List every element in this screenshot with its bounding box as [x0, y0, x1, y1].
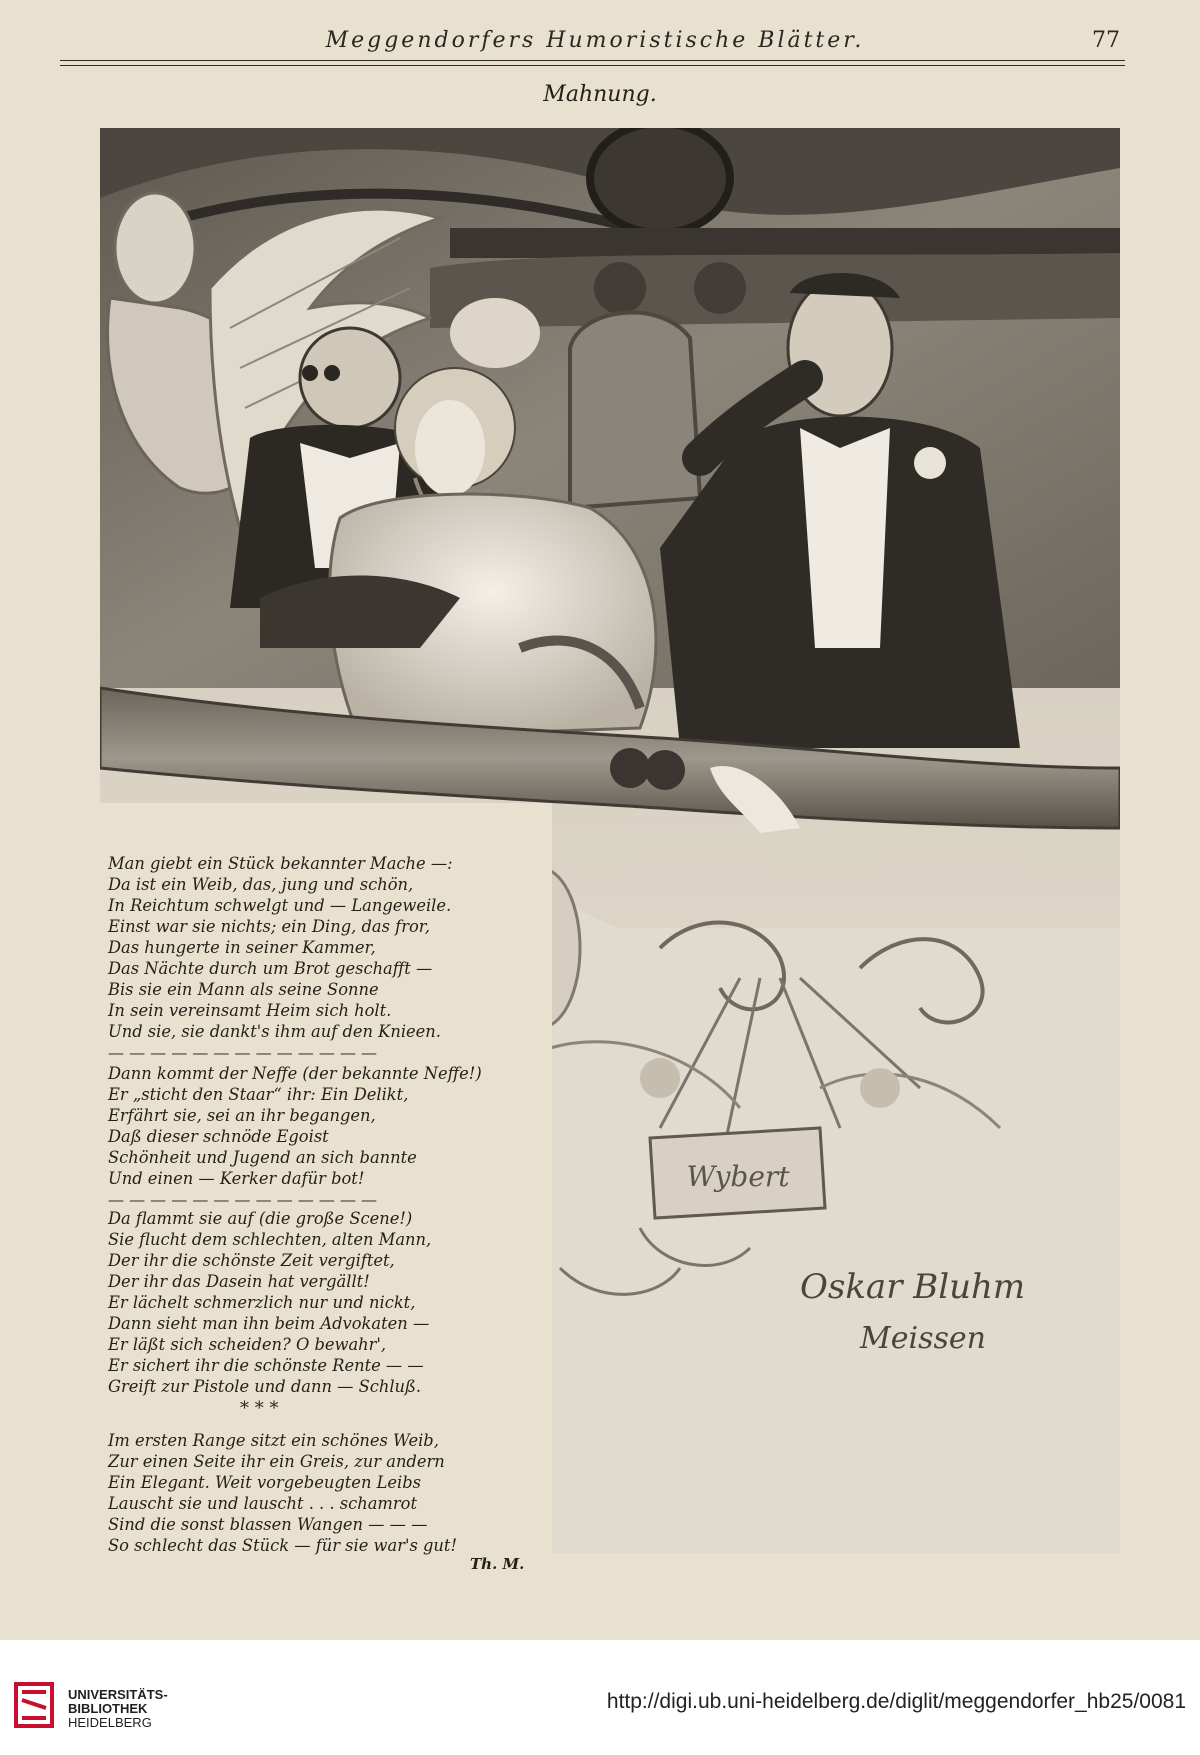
- verse-line: Dann sieht man ihn beim Advokaten —: [108, 1314, 430, 1333]
- poem-author: Th. M.: [470, 1555, 525, 1573]
- running-head: [60, 26, 1130, 60]
- verse-line: Da flammt sie auf (die große Scene!): [108, 1209, 413, 1228]
- verse-line: Und einen — Kerker dafür bot!: [108, 1169, 365, 1188]
- poem-text-panel: [100, 803, 552, 1573]
- verse-line: In Reichtum schwelgt und — Langeweile.: [108, 896, 452, 915]
- library-name-line: UNIVERSITÄTS-: [68, 1687, 168, 1702]
- verse-line: Schönheit und Jugend an sich bannte: [108, 1148, 417, 1167]
- poem-title: Mahnung.: [543, 82, 657, 107]
- verse-line: Er „sticht den Staar“ ihr: Ein Delikt,: [108, 1085, 409, 1104]
- verse-line: Ein Elegant. Weit vorgebeugten Leibs: [108, 1473, 422, 1492]
- verse-line: Da ist ein Weib, das, jung und schön,: [108, 875, 414, 894]
- page-number: 77: [1092, 28, 1120, 53]
- verse-line: Man giebt ein Stück bekannter Mache —:: [108, 854, 453, 873]
- artist-place: Meissen: [860, 1321, 986, 1356]
- stanza-2: [108, 1063, 548, 1210]
- stanza-1: [108, 853, 548, 1063]
- verse-line: Er sichert ihr die schönste Rente — —: [108, 1356, 424, 1375]
- header-rule-bottom: [60, 65, 1125, 66]
- library-name-line: HEIDELBERG: [68, 1715, 152, 1730]
- verse-line: Er lächelt schmerzlich nur und nickt,: [108, 1293, 416, 1312]
- verse-line: Einst war sie nichts; ein Ding, das fror,: [108, 917, 430, 936]
- stanza-separator: — — — — — — — — — — — — —: [108, 1190, 378, 1209]
- library-name-line: BIBLIOTHEK: [68, 1701, 148, 1716]
- verse-line: So schlecht das Stück — für sie war's gut!: [108, 1536, 457, 1555]
- verse-line: Im ersten Range sitzt ein schönes Weib,: [108, 1431, 439, 1450]
- section-asterisks: * * *: [240, 1398, 279, 1419]
- verse-line: Das hungerte in seiner Kammer,: [108, 938, 376, 957]
- verse-line: Erfährt sie, sei an ihr begangen,: [108, 1106, 376, 1125]
- verse-line: Sie flucht dem schlechten, alten Mann,: [108, 1230, 432, 1249]
- library-name: [68, 1688, 168, 1730]
- verse-line: Lauscht sie und lauscht . . . schamrot: [108, 1494, 417, 1513]
- verse-line: Greift zur Pistole und dann — Schluß.: [108, 1377, 422, 1396]
- header-rule-top: [60, 60, 1125, 61]
- stanza-separator: — — — — — — — — — — — — —: [108, 1043, 378, 1062]
- verse-line: In sein vereinsamt Heim sich holt.: [108, 1001, 392, 1020]
- verse-line: Sind die sonst blassen Wangen — — —: [108, 1515, 428, 1534]
- running-title: Meggendorfers Humoristische Blätter.: [325, 28, 865, 53]
- verse-line: Er läßt sich scheiden? O bewahr',: [108, 1335, 387, 1354]
- verse-line: Der ihr die schönste Zeit vergiftet,: [108, 1251, 395, 1270]
- verse-line: Dann kommt der Neffe (der bekannte Neffe!): [108, 1064, 482, 1083]
- verse-line: Daß dieser schnöde Egoist: [108, 1127, 329, 1146]
- artist-signature: Oskar Bluhm: [800, 1267, 1026, 1307]
- verse-line: Zur einen Seite ihr ein Greis, zur andern: [108, 1452, 445, 1471]
- verse-line: Bis sie ein Mann als seine Sonne: [108, 980, 379, 999]
- verse-line: Und sie, sie dankt's ihm auf den Knieen.: [108, 1022, 441, 1041]
- repository-footer: [0, 1640, 1200, 1755]
- plaque-label: Wybert: [686, 1160, 790, 1193]
- verse-line: Das Nächte durch um Brot geschafft —: [108, 959, 433, 978]
- source-url-link[interactable]: http://digi.ub.uni-heidelberg.de/diglit/meggendorfer_hb25/0081: [606, 1690, 1186, 1713]
- stanza-3: [108, 1208, 548, 1397]
- verse-line: Der ihr das Dasein hat vergällt!: [108, 1272, 370, 1291]
- stanza-4: [108, 1430, 548, 1556]
- university-library-logo: [12, 1680, 56, 1730]
